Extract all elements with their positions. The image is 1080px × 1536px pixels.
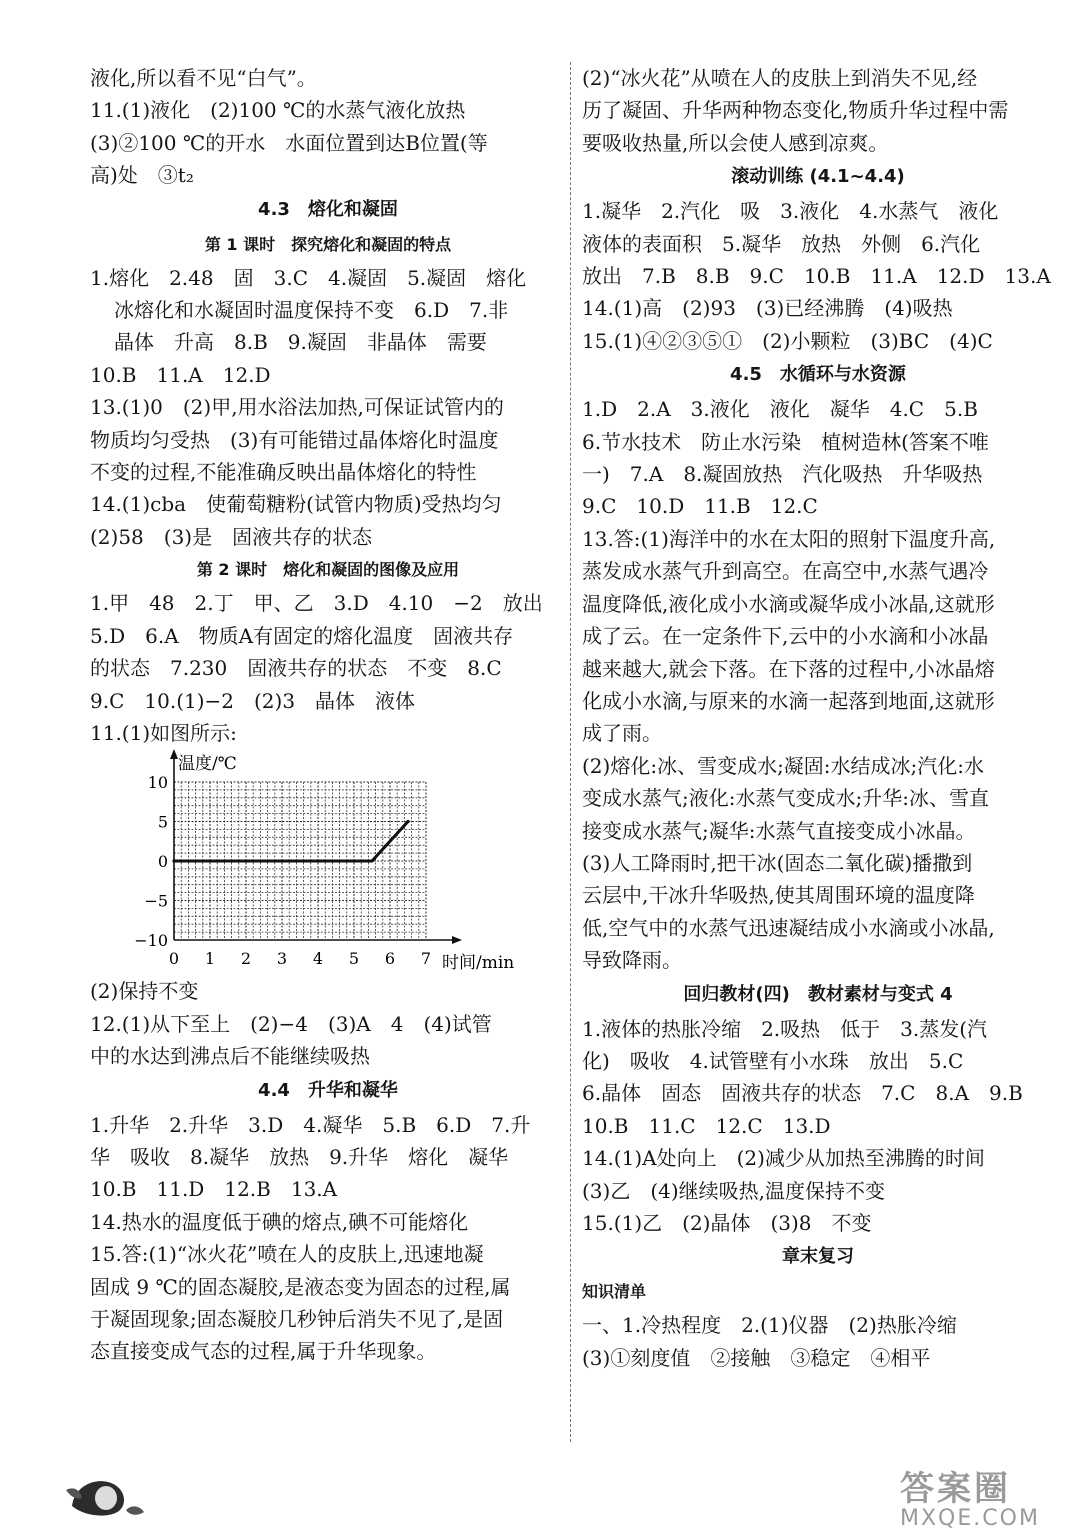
answer-line: 化) 吸收 4.试管壁有小水珠 放出 5.C <box>582 1048 964 1073</box>
answer-line: 不变的过程,不能准确反映出晶体熔化的特性 <box>90 460 477 485</box>
y-tick-label: 10 <box>147 773 168 793</box>
y-tick-label: −10 <box>134 931 168 951</box>
answer-line: 10.B 11.D 12.B 13.A <box>90 1177 338 1202</box>
section-heading: 滚动训练 (4.1~4.4) <box>731 166 905 188</box>
answer-line: (3)人工降雨时,把干冰(固态二氧化碳)播撒到 <box>582 850 973 875</box>
answer-line: 云层中,干冰升华吸热,使其周围环境的温度降 <box>582 883 975 908</box>
answer-line: 一、1.冷热程度 2.(1)仪器 (2)热胀冷缩 <box>582 1313 957 1338</box>
answer-line: 放出 7.B 8.B 9.C 10.B 11.A 12.D 13.A <box>582 264 1051 289</box>
y-tick-label: −5 <box>144 891 168 911</box>
answer-line: 1.D 2.A 3.液化 液化 凝华 4.C 5.B <box>582 397 978 422</box>
answer-line: (2)“冰火花”从喷在人的皮肤上到消失不见,经 <box>582 66 978 90</box>
y-axis-label: 温度/℃ <box>178 754 237 775</box>
answer-line: 15.(1)乙 (2)晶体 (3)8 不变 <box>582 1211 872 1235</box>
answer-line: 接变成水蒸气;凝华:水蒸气直接变成小冰晶。 <box>582 818 976 843</box>
answer-line: 11.(1)液化 (2)100 ℃的水蒸气液化放热 <box>90 98 466 123</box>
answer-line: 导致降雨。 <box>582 948 682 973</box>
answer-line: 6.晶体 固态 固液共存的状态 7.C 8.A 9.B <box>582 1081 1023 1106</box>
answer-line: 一) 7.A 8.凝固放热 汽化吸热 升华吸热 <box>582 462 983 487</box>
section-heading: 4.5 水循环与水资源 <box>730 364 906 386</box>
answer-line: 14.(1)cba 使葡萄糖粉(试管内物质)受热均匀 <box>90 492 502 517</box>
answer-line: (2)保持不变 <box>90 979 199 1004</box>
answer-line: 9.C 10.(1)−2 (2)3 晶体 液体 <box>90 688 416 713</box>
section-heading: 第 2 课时 熔化和凝固的图像及应用 <box>196 560 460 580</box>
column-divider <box>570 62 571 1442</box>
answer-line: 历了凝固、升华两种物态变化,物质升华过程中需 <box>582 98 1009 123</box>
answer-line: 15.(1)④②③⑤① (2)小颗粒 (3)BC (4)C <box>582 328 993 353</box>
answer-line: (3)②100 ℃的开水 水面位置到达B位置(等 <box>90 130 488 155</box>
x-tick-label: 4 <box>312 949 324 969</box>
answer-line: 10.B 11.C 12.C 13.D <box>582 1113 831 1138</box>
answer-line: 13.(1)0 (2)甲,用水浴法加热,可保证试管内的 <box>90 395 504 420</box>
answer-line: 13.答:(1)海洋中的水在太阳的照射下温度升高, <box>582 526 996 551</box>
x-tick-label: 3 <box>276 949 288 969</box>
data-point <box>172 860 175 863</box>
answer-line: 14.(1)高 (2)93 (3)已经沸腾 (4)吸热 <box>582 296 953 321</box>
answer-line: 6.节水技术 防止水污染 植树造林(答案不唯 <box>582 429 989 454</box>
answer-line: 1.甲 48 2.丁 甲、乙 3.D 4.10 −2 放出 <box>90 591 543 616</box>
answer-line: 11.(1)如图所示: <box>90 720 237 745</box>
data-point <box>406 820 409 823</box>
answer-line: 低,空气中的水蒸气迅速凝结成小水滴或小冰晶, <box>582 915 995 940</box>
section-heading: 4.4 升华和凝华 <box>258 1079 398 1101</box>
answer-line: (2)熔化:冰、雪变成水;凝固:水结成冰;汽化:水 <box>582 753 985 778</box>
answer-line: 物质均匀受热 (3)有可能错过晶体熔化时温度 <box>90 427 499 452</box>
answer-line: 10.B 11.A 12.D <box>90 362 271 387</box>
section-heading: 回归教材(四) 教材素材与变式 4 <box>683 983 953 1005</box>
answer-line: 晶体 升高 8.B 9.凝固 非晶体 需要 <box>114 330 487 355</box>
series-line <box>174 822 408 862</box>
y-axis-arrow <box>170 749 178 759</box>
answer-line: 1.升华 2.升华 3.D 4.凝华 5.B 6.D 7.升 <box>90 1112 531 1137</box>
answer-line: 态直接变成气态的过程,属于升华现象。 <box>90 1339 437 1364</box>
answer-line: 高)处 ③t₂ <box>90 163 194 188</box>
answer-line: 成了雨。 <box>582 721 662 746</box>
y-tick-label: 0 <box>157 852 168 872</box>
answer-line: 1.液体的热胀冷缩 2.吸热 低于 3.蒸发(汽 <box>582 1016 988 1041</box>
answer-line: 12.(1)从下至上 (2)−4 (3)A 4 (4)试管 <box>90 1011 492 1036</box>
section-heading: 4.3 熔化和凝固 <box>258 198 398 220</box>
right-column <box>582 62 1054 1374</box>
answer-line: 液化,所以看不见“白气”。 <box>90 66 317 90</box>
answer-line: 温度降低,液化成小水滴或凝华成小冰晶,这就形 <box>582 591 995 616</box>
answer-line: 要吸收热量,所以会使人感到凉爽。 <box>582 130 889 155</box>
x-axis-arrow <box>452 936 462 944</box>
x-tick-label: 2 <box>240 949 252 969</box>
left-column <box>90 62 566 1368</box>
answer-line: (3)乙 (4)继续吸热,温度保持不变 <box>582 1178 886 1203</box>
section-heading: 知识清单 <box>582 1282 647 1302</box>
watermark-url: MXQE.COM <box>900 1506 1040 1531</box>
x-axis-label: 时间/min <box>442 953 515 974</box>
watermark-logo-text: 答案圈 <box>900 1469 1011 1509</box>
answer-line: (2)58 (3)是 固液共存的状态 <box>90 524 373 549</box>
x-tick-label: 7 <box>420 949 432 969</box>
answer-line: 14.(1)A处向上 (2)减少从加热至沸腾的时间 <box>582 1146 985 1171</box>
answer-line: 1.熔化 2.48 固 3.C 4.凝固 5.凝固 熔化 <box>90 265 527 290</box>
page-corner-logo-icon <box>66 1460 146 1520</box>
section-heading: 第 1 课时 探究熔化和凝固的特点 <box>204 234 452 254</box>
answer-line: 华 吸收 8.凝华 放热 9.升华 熔化 凝华 <box>90 1144 509 1169</box>
x-tick-label: 5 <box>348 949 360 969</box>
answer-line: 1.凝华 2.汽化 吸 3.液化 4.水蒸气 液化 <box>582 199 999 224</box>
x-tick-label: 1 <box>204 949 216 969</box>
x-tick-label: 0 <box>168 949 180 969</box>
answer-line: 液体的表面积 5.凝华 放热 外侧 6.汽化 <box>582 231 981 256</box>
temperature-time-chart <box>90 749 566 975</box>
section-heading: 章末复习 <box>782 1246 854 1268</box>
x-tick-label: 6 <box>384 949 396 969</box>
answer-line: (3)①刻度值 ②接触 ③稳定 ④相平 <box>582 1345 931 1370</box>
answer-line: 化成小水滴,与原来的水滴一起落到地面,这就形 <box>582 688 995 713</box>
answer-line: 9.C 10.D 11.B 12.C <box>582 494 818 519</box>
answer-line: 于凝固现象;固态凝胶几秒钟后消失不见了,是固 <box>90 1306 504 1331</box>
answer-line: 固成 9 ℃的固态凝胶,是液态变为固态的过程,属 <box>90 1274 511 1299</box>
answer-line: 冰熔化和水凝固时温度保持不变 6.D 7.非 <box>114 298 509 323</box>
chart-container <box>90 749 566 975</box>
watermark <box>900 1470 1060 1532</box>
answer-line: 蒸发成水蒸气升到高空。在高空中,水蒸气遇冷 <box>582 559 989 584</box>
answer-line: 5.D 6.A 物质A有固定的熔化温度 固液共存 <box>90 623 514 648</box>
answer-line: 中的水达到沸点后不能继续吸热 <box>90 1044 370 1069</box>
data-point <box>370 860 373 863</box>
y-tick-label: 5 <box>157 812 168 832</box>
answer-line: 成了云。在一定条件下,云中的小水滴和小冰晶 <box>582 624 989 649</box>
answer-line: 的状态 7.230 固液共存的状态 不变 8.C <box>90 656 502 681</box>
answer-line: 15.答:(1)“冰火花”喷在人的皮肤上,迅速地凝 <box>90 1242 484 1267</box>
answer-line: 变成水蒸气;液化:水蒸气变成水;升华:冰、雪直 <box>582 786 989 811</box>
answer-line: 越来越大,就会下落。在下落的过程中,小冰晶熔 <box>582 656 995 681</box>
answer-line: 14.热水的温度低于碘的熔点,碘不可能熔化 <box>90 1209 469 1234</box>
